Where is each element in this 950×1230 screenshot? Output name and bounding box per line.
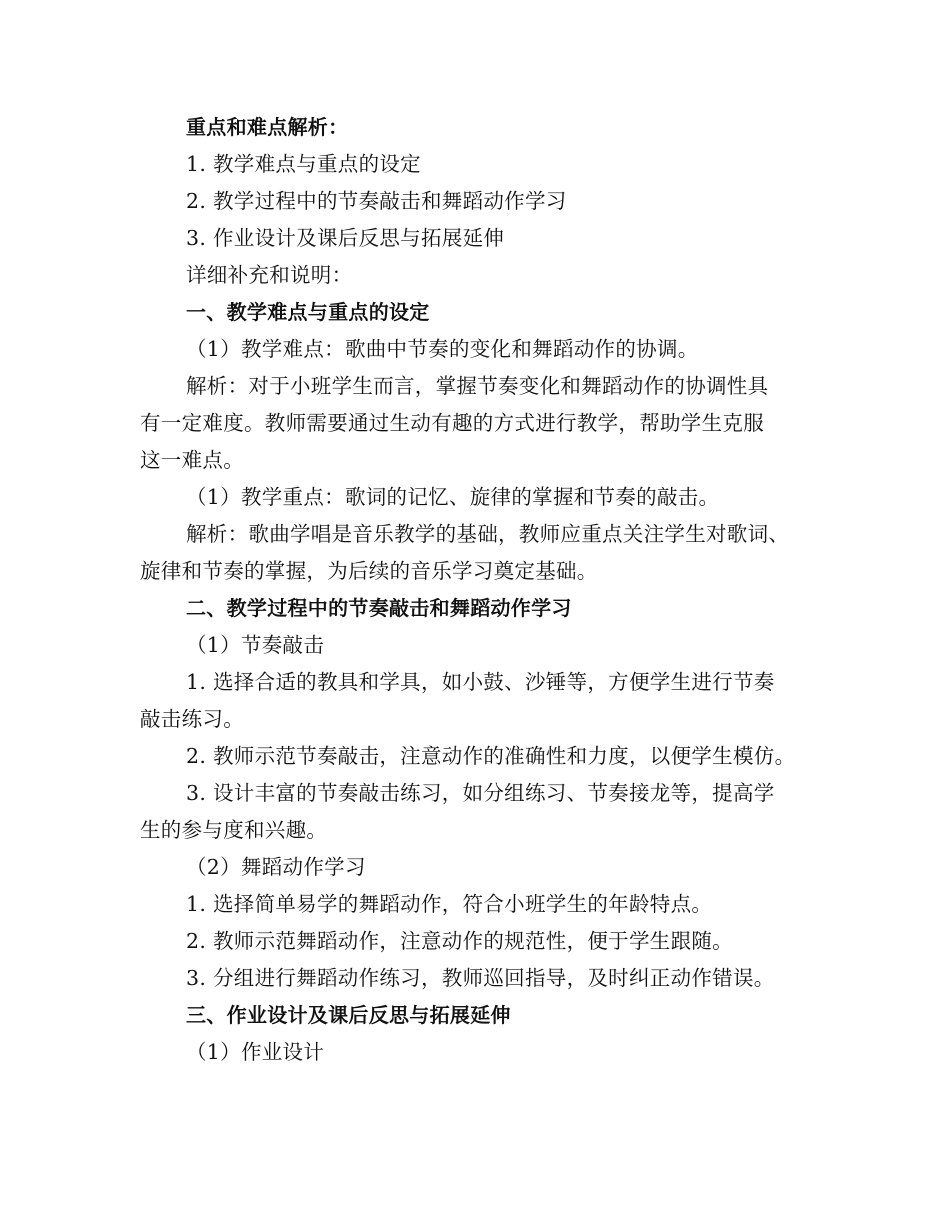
rhythm-item-3-line-2: 生的参与度和兴趣。	[140, 818, 328, 842]
difficulty-analysis-line-3: 这一难点。	[140, 448, 244, 472]
difficulty-analysis-line-1: 解析：对于小班学生而言，掌握节奏变化和舞蹈动作的协调性具	[186, 374, 769, 398]
detail-intro: 详细补充和说明：	[186, 263, 353, 287]
document-title: 重点和难点解析：	[186, 115, 349, 139]
rhythm-item-1-line-1: 1. 选择合适的教具和学具，如小鼓、沙锤等，方便学生进行节奏	[186, 670, 775, 694]
rhythm-item-3-line-1: 3. 设计丰富的节奏敲击练习，如分组练习、节奏接龙等，提高学	[186, 781, 775, 805]
section-3-heading: 三、作业设计及课后反思与拓展延伸	[186, 1003, 511, 1027]
section-1-heading: 一、教学难点与重点的设定	[186, 300, 430, 324]
summary-item-2: 2. 教学过程中的节奏敲击和舞蹈动作学习	[186, 189, 567, 213]
dance-item-3: 3. 分组进行舞蹈动作练习，教师巡回指导，及时纠正动作错误。	[186, 966, 775, 990]
summary-item-1: 1. 教学难点与重点的设定	[186, 152, 421, 176]
difficulty-label: （1）教学难点：歌曲中节奏的变化和舞蹈动作的协调。	[186, 337, 699, 361]
rhythm-item-2: 2. 教师示范节奏敲击，注意动作的准确性和力度，以便学生模仿。	[186, 744, 796, 768]
dance-item-1: 1. 选择简单易学的舞蹈动作，符合小班学生的年龄特点。	[186, 892, 713, 916]
section-2-heading: 二、教学过程中的节奏敲击和舞蹈动作学习	[186, 596, 572, 620]
focus-analysis-line-1: 解析：歌曲学唱是音乐教学的基础，教师应重点关注学生对歌词、	[186, 522, 790, 546]
focus-analysis-line-2: 旋律和节奏的掌握，为后续的音乐学习奠定基础。	[140, 559, 598, 583]
focus-label: （1）教学重点：歌词的记忆、旋律的掌握和节奏的敲击。	[186, 485, 720, 509]
homework-label: （1）作业设计	[186, 1040, 325, 1064]
dance-label: （2）舞蹈动作学习	[186, 855, 366, 879]
rhythm-item-1-line-2: 敲击练习。	[140, 707, 244, 731]
rhythm-label: （1）节奏敲击	[186, 633, 325, 657]
difficulty-analysis-line-2: 有一定难度。教师需要通过生动有趣的方式进行教学，帮助学生克服	[140, 411, 764, 435]
dance-item-2: 2. 教师示范舞蹈动作，注意动作的规范性，便于学生跟随。	[186, 929, 733, 953]
summary-item-3: 3. 作业设计及课后反思与拓展延伸	[186, 226, 505, 250]
